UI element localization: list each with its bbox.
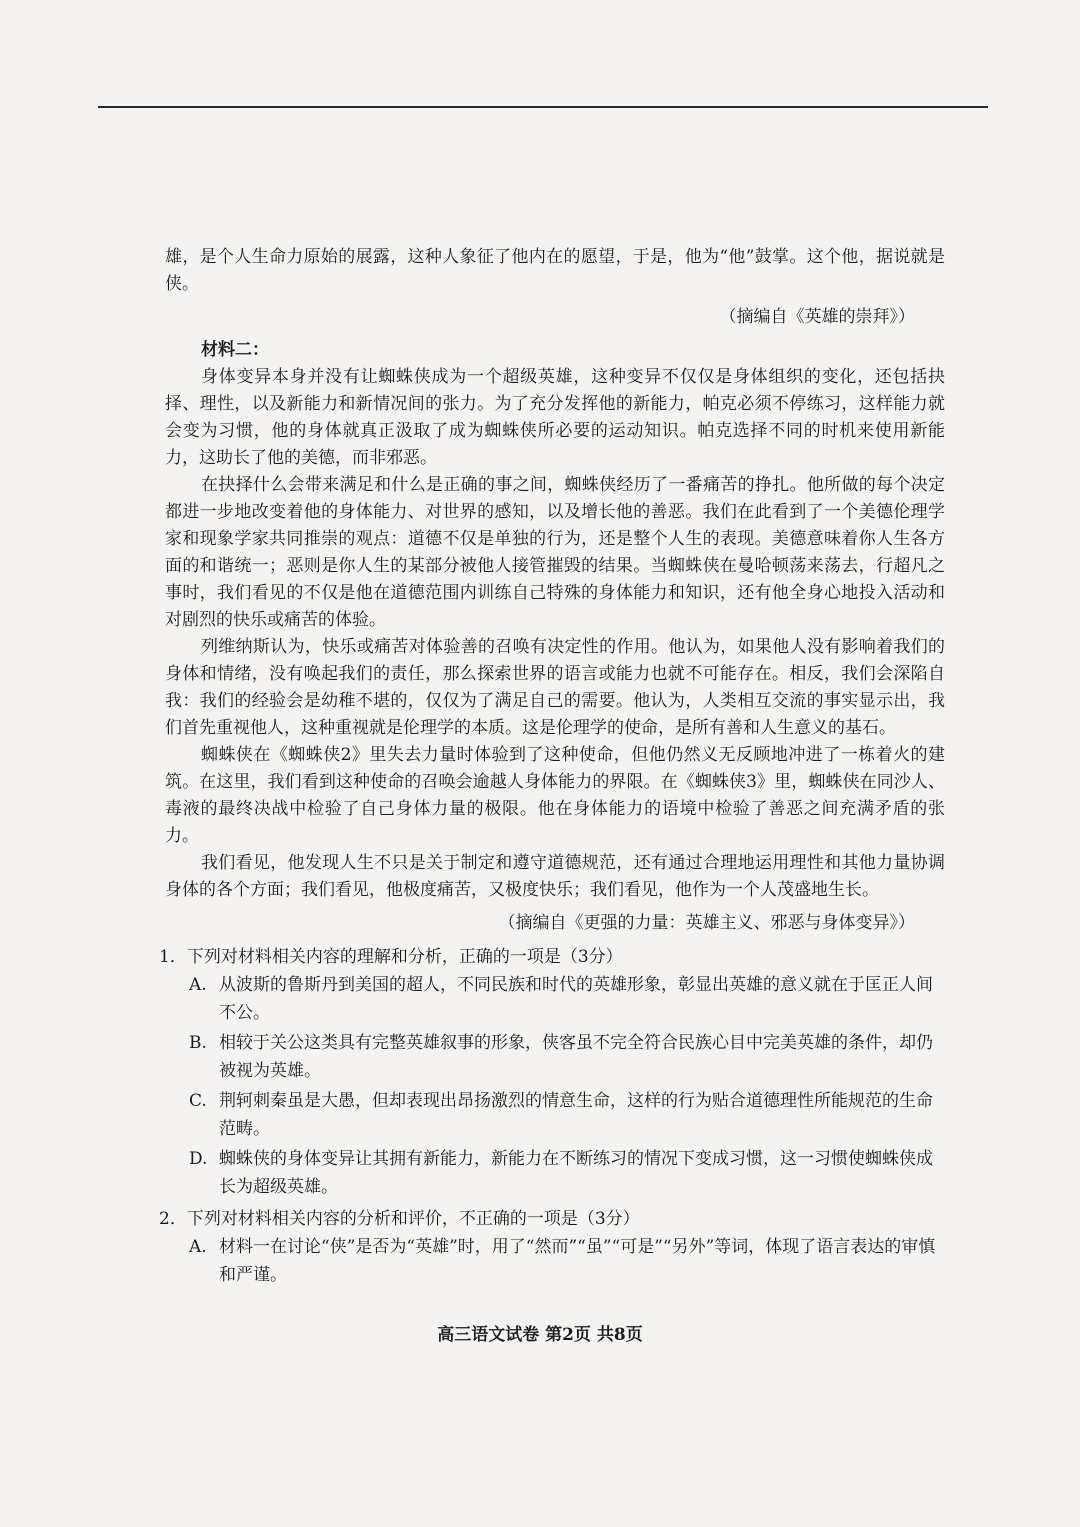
material-one-tail: 雄，是个人生命力原始的展露，这种人象征了他内在的愿望，于是，他为“他”鼓掌。这个他，据说就是侠。: [165, 247, 945, 294]
material-one-source: （摘编自《英雄的崇拜》）: [719, 307, 915, 327]
option-text: 相较于关公这类具有完整英雄叙事的形象，侠客虽不完全符合民族心目中完美英雄的条件，却仍被视为英雄。: [219, 1033, 933, 1081]
question-stem: 1．下列对材料相关内容的理解和分析，正确的一项是（3分）: [159, 947, 623, 967]
page-footer: 高三语文试卷 第2页 共8页: [437, 1325, 643, 1345]
option-text: 从波斯的鲁斯丹到美国的超人，不同民族和时代的英雄形象，彰显出英雄的意义就在于匡正人间不公。: [219, 975, 933, 1023]
question-stem: 2．下列对材料相关内容的分析和评价，不正确的一项是（3分）: [159, 1209, 640, 1229]
material-two-paragraph: 蜘蛛侠在《蜘蛛侠2》里失去力量时体验到了这种使命，但他仍然义无反顾地冲进了一栋着火的建筑。在这里，我们看到这种使命的召唤会逾越人身体能力的界限。在《蜘蛛侠3》里，蜘蛛侠在同沙人、毒液的最终决战中检验了自己身体力量的极限。他在身体能力的语境中检验了善恶之间充满矛盾的张力。: [165, 745, 945, 846]
material-two-paragraph: 列维纳斯认为，快乐或痛苦对体验善的召唤有决定性的作用。他认为，如果他人没有影响着我们的身体和情绪，没有唤起我们的责任，那么探索世界的语言或能力也就不可能存在。相反，我们会深陷自我：我们的经验会是幼稚不堪的，仅仅为了满足自己的需要。他认为，人类相互交流的事实显示出，我们首先重视他人，这种重视就是伦理学的本质。这是伦理学的使命，是所有善和人生意义的基石。: [165, 637, 945, 738]
option-c: [189, 1087, 945, 1143]
exam-content: [159, 244, 945, 1291]
option-text: 蜘蛛侠的身体变异让其拥有新能力，新能力在不断练习的情况下变成习惯，这一习惯使蜘蛛侠成长为超级英雄。: [219, 1149, 933, 1197]
option-letter: A.: [189, 1237, 207, 1257]
material-two-heading: 材料二：: [201, 340, 269, 360]
option-d: [189, 1145, 945, 1201]
option-letter: B.: [189, 1033, 207, 1053]
option-letter: A.: [189, 975, 207, 995]
option-b: [189, 1029, 945, 1085]
top-divider: [98, 106, 988, 108]
option-letter: C.: [189, 1091, 207, 1111]
option-text: 材料一在讨论“侠”是否为“英雄”时，用了“然而”“虽”“可是”“另外”等词，体现了语言表达的审慎和严谨。: [219, 1237, 936, 1285]
question-1: [159, 943, 945, 1201]
question-2: [159, 1205, 945, 1289]
option-a: [189, 971, 945, 1027]
option-letter: D.: [189, 1149, 208, 1169]
material-two-source: （摘编自《更强的力量：英雄主义、邪恶与身体变异》）: [498, 913, 915, 933]
material-two-paragraph: 身体变异本身并没有让蜘蛛侠成为一个超级英雄，这种变异不仅仅是身体组织的变化，还包括抉择、理性，以及新能力和新情况间的张力。为了充分发挥他的新能力，帕克必须不停练习，这样能力就会变为习惯，他的身体就真正汲取了成为蜘蛛侠所必要的运动知识。帕克选择不同的时机来使用新能力，这助长了他的美德，而非邪恶。: [165, 367, 945, 468]
option-a: [189, 1233, 945, 1289]
material-two-paragraph: 在抉择什么会带来满足和什么是正确的事之间，蜘蛛侠经历了一番痛苦的挣扎。他所做的每个决定都进一步地改变着他的身体能力、对世界的感知，以及增长他的善恶。我们在此看到了一个美德伦理学家和现象学家共同推崇的观点：道德不仅是单独的行为，还是整个人生的表现。美德意味着你人生各方面的和谐统一；恶则是你人生的某部分被他人接管摧毁的结果。当蜘蛛侠在曼哈顿荡来荡去，行超凡之事时，我们看见的不仅是他在道德范围内训练自己特殊的身体能力和知识，还有他全身心地投入活动和对剧烈的快乐或痛苦的体验。: [165, 475, 945, 630]
option-text: 荆轲刺秦虽是大愚，但却表现出昂扬激烈的情意生命，这样的行为贴合道德理性所能规范的生命范畴。: [219, 1091, 933, 1139]
material-two-paragraph: 我们看见，他发现人生不只是关于制定和遵守道德规范，还有通过合理地运用理性和其他力量协调身体的各个方面；我们看见，他极度痛苦，又极度快乐；我们看见，他作为一个人茂盛地生长。: [165, 853, 945, 900]
